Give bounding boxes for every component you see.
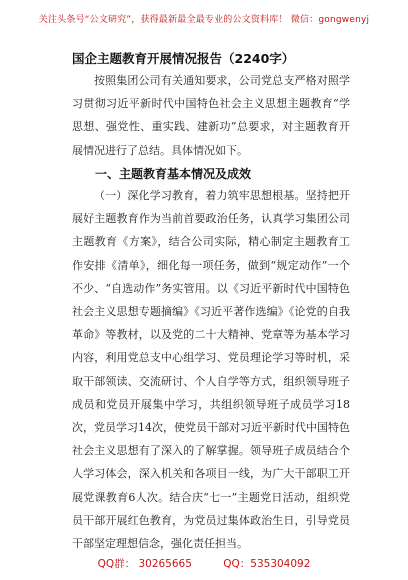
section-body-paragraph: （一）深化学习教育，着力筑牢思想根基。坚持把开展好主题教育作为当前首要政治任务，认真学习集团公司主题教育《方案》，结合公司实际，精心制定主题教育工作安排《清单》，细化每一项任务，做到“规定动作”一个不少、“自选动作”务实管用。以《习近平新时代中国特色社会主义思想专题摘编》《习近平著作选编》《论党的自我革命》等教材，以及党的二十大精神、党章等为基本学习内容，利用党总支中心组学习、党员理论学习等时机，采取干部领读、交流研讨、个人自学等方式，组织领导班子成员和党员开展集中学习，共组织领导班子成员学习18次，党员学习14次，使党员干部对习近平新时代中国特色社会主义思想有了深入的了解掌握。领导班子成员结合个人学习体会，深入机关和各项目一线，为广大干部职工开展党课教育6人次。结合庆“七一”主题党日活动，组织党员干部开展红色教育，为党员过集体政治生日，引导党员干部坚定理想信念，强化责任担当。 (72, 189, 350, 551)
footer-contact (0, 556, 408, 571)
section-heading: 一、主题教育基本情况及成效 (95, 167, 252, 181)
intro-paragraph: 按照集团公司有关通知要求，公司党总支严格对照学习贯彻习近平新时代中国特色社会主义思想主题教育“学思想、强党性、重实践、建新功”总要求，对主题教育开展情况进行了总结。具体情况如下。 (72, 74, 350, 157)
document-title: 国企主题教育开展情况报告（2240字） (72, 51, 295, 66)
footer-qq-number: QQ：535304092 (223, 558, 311, 570)
footer-qq-group: QQ群： 30265665 (97, 558, 192, 570)
header-banner: 关注头条号“公文研究”，获得最新最全最专业的公文资料库！ 微信：gongwenyj (38, 15, 370, 25)
